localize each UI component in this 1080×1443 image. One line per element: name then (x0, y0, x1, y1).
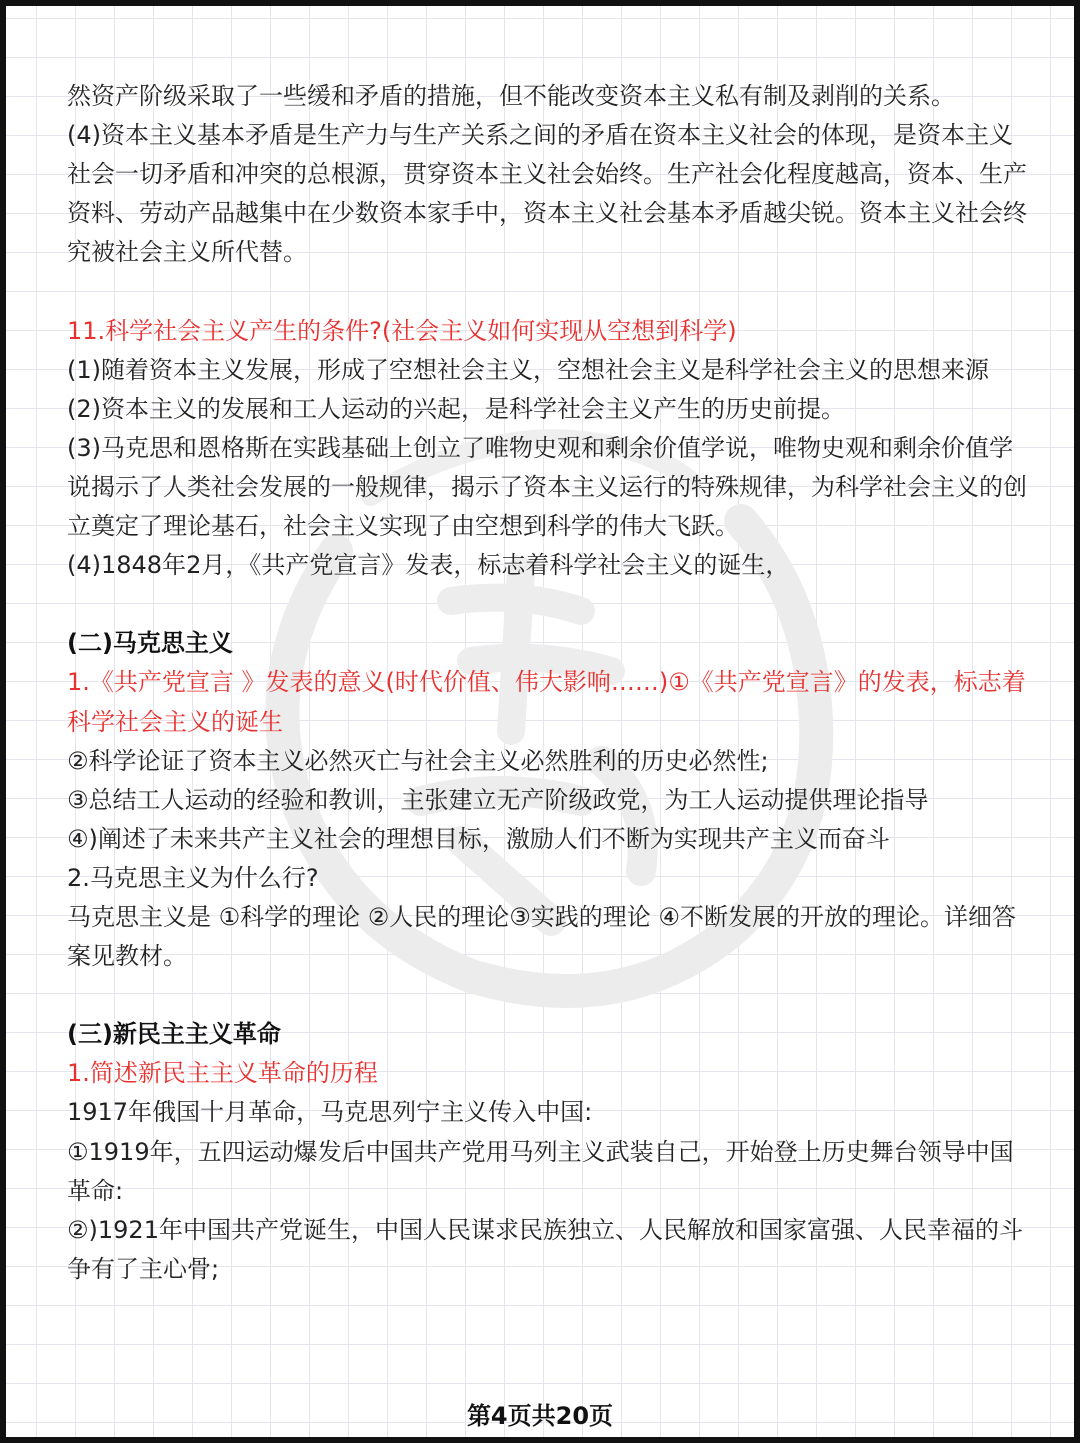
section-heading: (二)马克思主义 (67, 629, 233, 658)
paragraph: (4)1848年2月，《共产党宣言》发表，标志着科学社会主义的诞生， (67, 551, 790, 580)
page-number: 第4页共20页 (466, 1402, 614, 1430)
section-heading: (三)新民主主义革命 (67, 1020, 281, 1049)
paragraph: (2)资本主义的发展和工人运动的兴起，是科学社会主义产生的历史前提。 (67, 394, 845, 423)
document-body (67, 77, 1027, 1289)
paragraph: 1917年俄国十月革命，马克思列宁主义传入中国: (67, 1098, 593, 1127)
paragraph: 马克思主义是 ①科学的理论 ②人民的理论③实践的理论 ④不断发展的开放的理论。详细答案见教材。 (67, 902, 1016, 971)
paragraph: (3)马克思和恩格斯在实践基础上创立了唯物史观和剩余价值学说，唯物史观和剩余价值学说揭示了人类社会发展的一般规律，揭示了资本主义运行的特殊规律，为科学社会主义的创立奠定了理论基石，社会主义实现了由空想到科学的伟大飞跃。 (67, 433, 1027, 541)
question-heading: 11.科学社会主义产生的条件?(社会主义如何实现从空想到科学) (67, 316, 737, 345)
document-page (6, 6, 1074, 1437)
paragraph: ③总结工人运动的经验和教训，主张建立无产阶级政党，为工人运动提供理论指导 (67, 785, 929, 814)
question-heading: 1.《共产党宣言 》发表的意义(时代价值、伟大影响……)①《共产党宣言》的发表，标志着科学社会主义的诞生 (67, 668, 1026, 736)
paragraph: ②)1921年中国共产党诞生，中国人民谋求民族独立、人民解放和国家富强、人民幸福的斗争有了主心骨; (67, 1215, 1023, 1283)
paragraph: 然资产阶级采取了一些缓和矛盾的措施，但不能改变资本主义私有制及剥削的关系。 (67, 82, 955, 110)
paragraph: ②科学论证了资本主义必然灭亡与社会主义必然胜利的历史必然性; (67, 746, 769, 775)
paragraph: 2.马克思主义为什么行? (67, 863, 319, 892)
paragraph: (4)资本主义基本矛盾是生产力与生产关系之间的矛盾在资本主义社会的体现，是资本主义社会一切矛盾和冲突的总根源，贯穿资本主义社会始终。生产社会化程度越高，资本、生产资料、劳动产品越集中在少数资本家手中，资本主义社会基本矛盾越尖锐。资本主义社会终究被社会主义所代替。 (67, 121, 1027, 267)
paragraph: ①1919年，五四运动爆发后中国共产党用马列主义武装自己，开始登上历史舞台领导中国革命: (67, 1137, 1014, 1205)
paragraph: ④)阐述了未来共产主义社会的理想目标，激励人们不断为实现共产主义而奋斗 (67, 824, 890, 853)
question-heading: 1.简述新民主主义革命的历程 (67, 1059, 378, 1088)
paragraph: (1)随着资本主义发展，形成了空想社会主义，空想社会主义是科学社会主义的思想来源 (67, 355, 989, 384)
